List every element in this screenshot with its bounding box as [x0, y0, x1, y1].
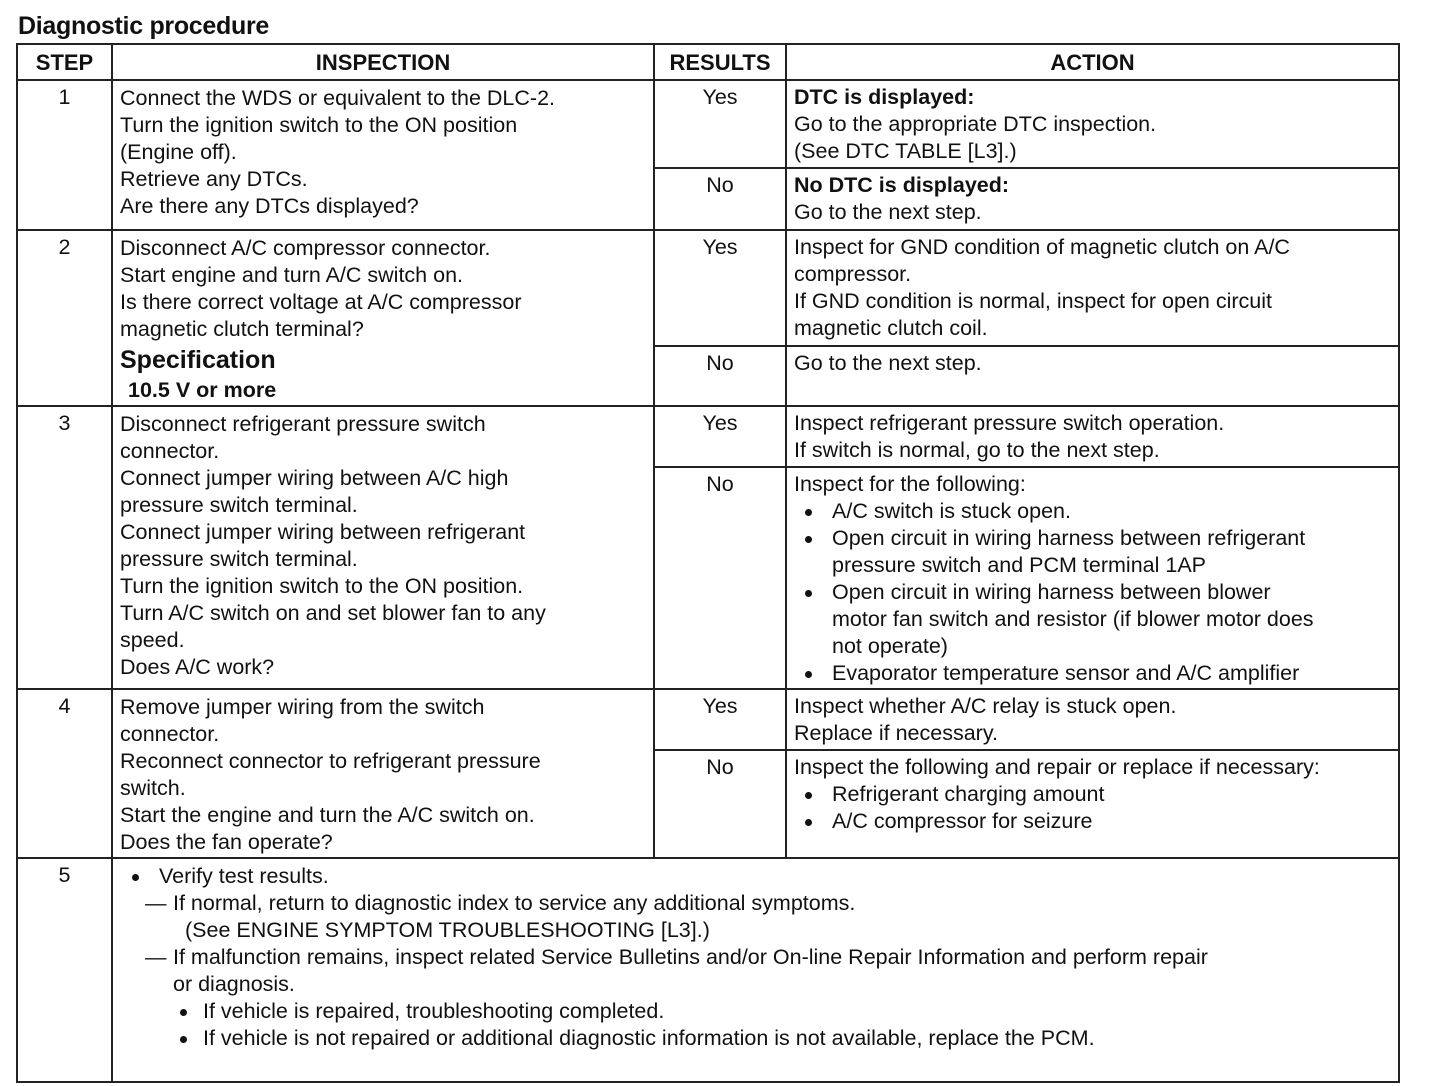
bullet-text: Open circuit in wiring harness between blower: [832, 580, 1271, 604]
dash-continuation: or diagnosis.: [173, 972, 295, 996]
sub-bullet-item: [127, 1025, 1390, 1052]
action-heading: DTC is displayed:: [794, 85, 975, 109]
inspection-line: Start the engine and turn the A/C switch on.: [120, 803, 535, 827]
inspection-line: Does A/C work?: [120, 655, 275, 679]
sub-bullet-item: [127, 998, 1390, 1025]
step-5-content: [112, 858, 1399, 1082]
inspection-line: Retrieve any DTCs.: [120, 167, 308, 191]
header-row: [17, 44, 1399, 80]
dash-mark: —: [145, 945, 167, 969]
inspection-line: Reconnect connector to refrigerant pressure: [120, 749, 541, 773]
result-no: No: [654, 346, 786, 406]
inspection-line: connector.: [120, 722, 220, 746]
step-number: 1: [17, 80, 112, 230]
action-line: magnetic clutch coil.: [794, 316, 988, 340]
header-action: ACTION: [786, 44, 1399, 80]
sub-bullet-text: If vehicle is repaired, troubleshooting completed.: [203, 999, 665, 1023]
list-item: [794, 498, 1392, 525]
dash-item: [127, 890, 1390, 917]
inspection-line: Is there correct voltage at A/C compressor: [120, 290, 522, 314]
result-no: No: [654, 750, 786, 858]
bullet-icon: [805, 671, 812, 678]
action-cell: [786, 168, 1399, 230]
list-item: [794, 781, 1392, 808]
bullet-text: Refrigerant charging amount: [832, 782, 1105, 806]
page-title: Diagnostic procedure: [18, 12, 269, 40]
action-line: If switch is normal, go to the next step.: [794, 438, 1160, 462]
step-number: 4: [17, 689, 112, 858]
bullet-icon: [805, 819, 812, 826]
dash-continuation: (See ENGINE SYMPTOM TROUBLESHOOTING [L3].): [185, 918, 710, 942]
result-no: No: [654, 467, 786, 689]
action-intro: Inspect the following and repair or replace if necessary:: [794, 755, 1320, 779]
dash-text: If normal, return to diagnostic index to service any additional symptoms.: [173, 891, 856, 915]
list-item: [794, 808, 1392, 835]
action-line: compressor.: [794, 262, 912, 286]
bullet-icon: [805, 536, 812, 543]
step-2-yes-row: [17, 230, 1399, 346]
inspection-line: (Engine off).: [120, 140, 237, 164]
action-heading: No DTC is displayed:: [794, 173, 1010, 197]
inspection-line: Remove jumper wiring from the switch: [120, 695, 485, 719]
action-intro: Inspect for the following:: [794, 472, 1026, 496]
bullet-icon: [180, 1036, 187, 1043]
action-cell: [786, 406, 1399, 467]
bullet-text: A/C compressor for seizure: [832, 809, 1093, 833]
specification-label: Specification: [120, 346, 276, 374]
header-inspection: INSPECTION: [112, 44, 654, 80]
inspection-line: switch.: [120, 776, 186, 800]
list-item: [127, 863, 1390, 890]
bullet-text: pressure switch and PCM terminal 1AP: [832, 553, 1207, 577]
action-line: Go to the appropriate DTC inspection.: [794, 112, 1157, 136]
list-item: [794, 579, 1392, 660]
dash-item: [127, 944, 1390, 971]
bullet-text: motor fan switch and resistor (if blower motor does: [832, 607, 1314, 631]
result-no: No: [654, 168, 786, 230]
inspection-line: Disconnect A/C compressor connector.: [120, 236, 491, 260]
inspection-line: connector.: [120, 439, 220, 463]
action-cell: [786, 346, 1399, 406]
action-bullet-list: [794, 781, 1392, 835]
step-number: 3: [17, 406, 112, 689]
list-item: [794, 660, 1392, 687]
inspection-cell: [112, 689, 654, 858]
inspection-line: Turn the ignition switch to the ON position: [120, 113, 518, 137]
action-line: Replace if necessary.: [794, 721, 998, 745]
action-line: Inspect refrigerant pressure switch operation.: [794, 411, 1225, 435]
action-bullet-list: [794, 498, 1392, 687]
bullet-icon: [180, 1009, 187, 1016]
specification-value: 10.5 V or more: [128, 378, 277, 402]
action-cell: [786, 467, 1399, 689]
step-5-row: [17, 858, 1399, 1082]
list-item: [794, 525, 1392, 579]
inspection-line: magnetic clutch terminal?: [120, 317, 364, 341]
result-yes: Yes: [654, 230, 786, 346]
action-line: (See DTC TABLE [L3].): [794, 139, 1017, 163]
bullet-icon: [805, 509, 812, 516]
sub-bullet-text: If vehicle is not repaired or additional diagnostic information is not available, replace the PCM.: [203, 1026, 1095, 1050]
inspection-line: Turn the ignition switch to the ON position.: [120, 574, 524, 598]
inspection-line: Does the fan operate?: [120, 830, 333, 854]
inspection-line: pressure switch terminal.: [120, 493, 358, 517]
result-yes: Yes: [654, 80, 786, 168]
step-3-yes-row: [17, 406, 1399, 467]
bullet-icon: [805, 590, 812, 597]
action-line: Go to the next step.: [794, 351, 982, 376]
action-cell: [786, 230, 1399, 346]
dash-text: If malfunction remains, inspect related Service Bulletins and/or On-line Repair Information and perform repair: [173, 945, 1208, 969]
header-step: STEP: [17, 44, 112, 80]
action-line: If GND condition is normal, inspect for open circuit: [794, 289, 1272, 313]
inspection-line: Turn A/C switch on and set blower fan to any: [120, 601, 546, 625]
inspection-line: Connect jumper wiring between refrigerant: [120, 520, 526, 544]
bullet-text: Open circuit in wiring harness between refrigerant: [832, 526, 1306, 550]
step-1-yes-row: [17, 80, 1399, 168]
step-5-main-text: Verify test results.: [159, 864, 329, 888]
header-results: RESULTS: [654, 44, 786, 80]
action-line: Inspect whether A/C relay is stuck open.: [794, 694, 1177, 718]
dash-mark: —: [145, 891, 167, 915]
inspection-cell: [112, 80, 654, 230]
inspection-line: Disconnect refrigerant pressure switch: [120, 412, 486, 436]
bullet-icon: [132, 874, 139, 881]
inspection-line: Connect the WDS or equivalent to the DLC-2.: [120, 86, 555, 110]
inspection-cell: [112, 230, 654, 406]
bullet-text: A/C switch is stuck open.: [832, 499, 1071, 523]
action-line: Go to the next step.: [794, 200, 982, 224]
inspection-line: speed.: [120, 628, 185, 652]
action-cell: [786, 689, 1399, 750]
step-4-yes-row: [17, 689, 1399, 750]
step-number: 5: [17, 858, 112, 1082]
inspection-cell: [112, 406, 654, 689]
action-cell: [786, 80, 1399, 168]
inspection-line: Connect jumper wiring between A/C high: [120, 466, 509, 490]
result-yes: Yes: [654, 406, 786, 467]
bullet-text: not operate): [832, 634, 948, 658]
action-line: Inspect for GND condition of magnetic clutch on A/C: [794, 235, 1290, 259]
diagnostic-procedure-table: [16, 43, 1400, 1083]
bullet-text: Evaporator temperature sensor and A/C amplifier: [832, 661, 1300, 685]
inspection-line: Are there any DTCs displayed?: [120, 194, 419, 218]
inspection-line: pressure switch terminal.: [120, 547, 358, 571]
result-yes: Yes: [654, 689, 786, 750]
action-cell: [786, 750, 1399, 858]
inspection-line: Start engine and turn A/C switch on.: [120, 263, 464, 287]
bullet-icon: [805, 792, 812, 799]
step-number: 2: [17, 230, 112, 406]
